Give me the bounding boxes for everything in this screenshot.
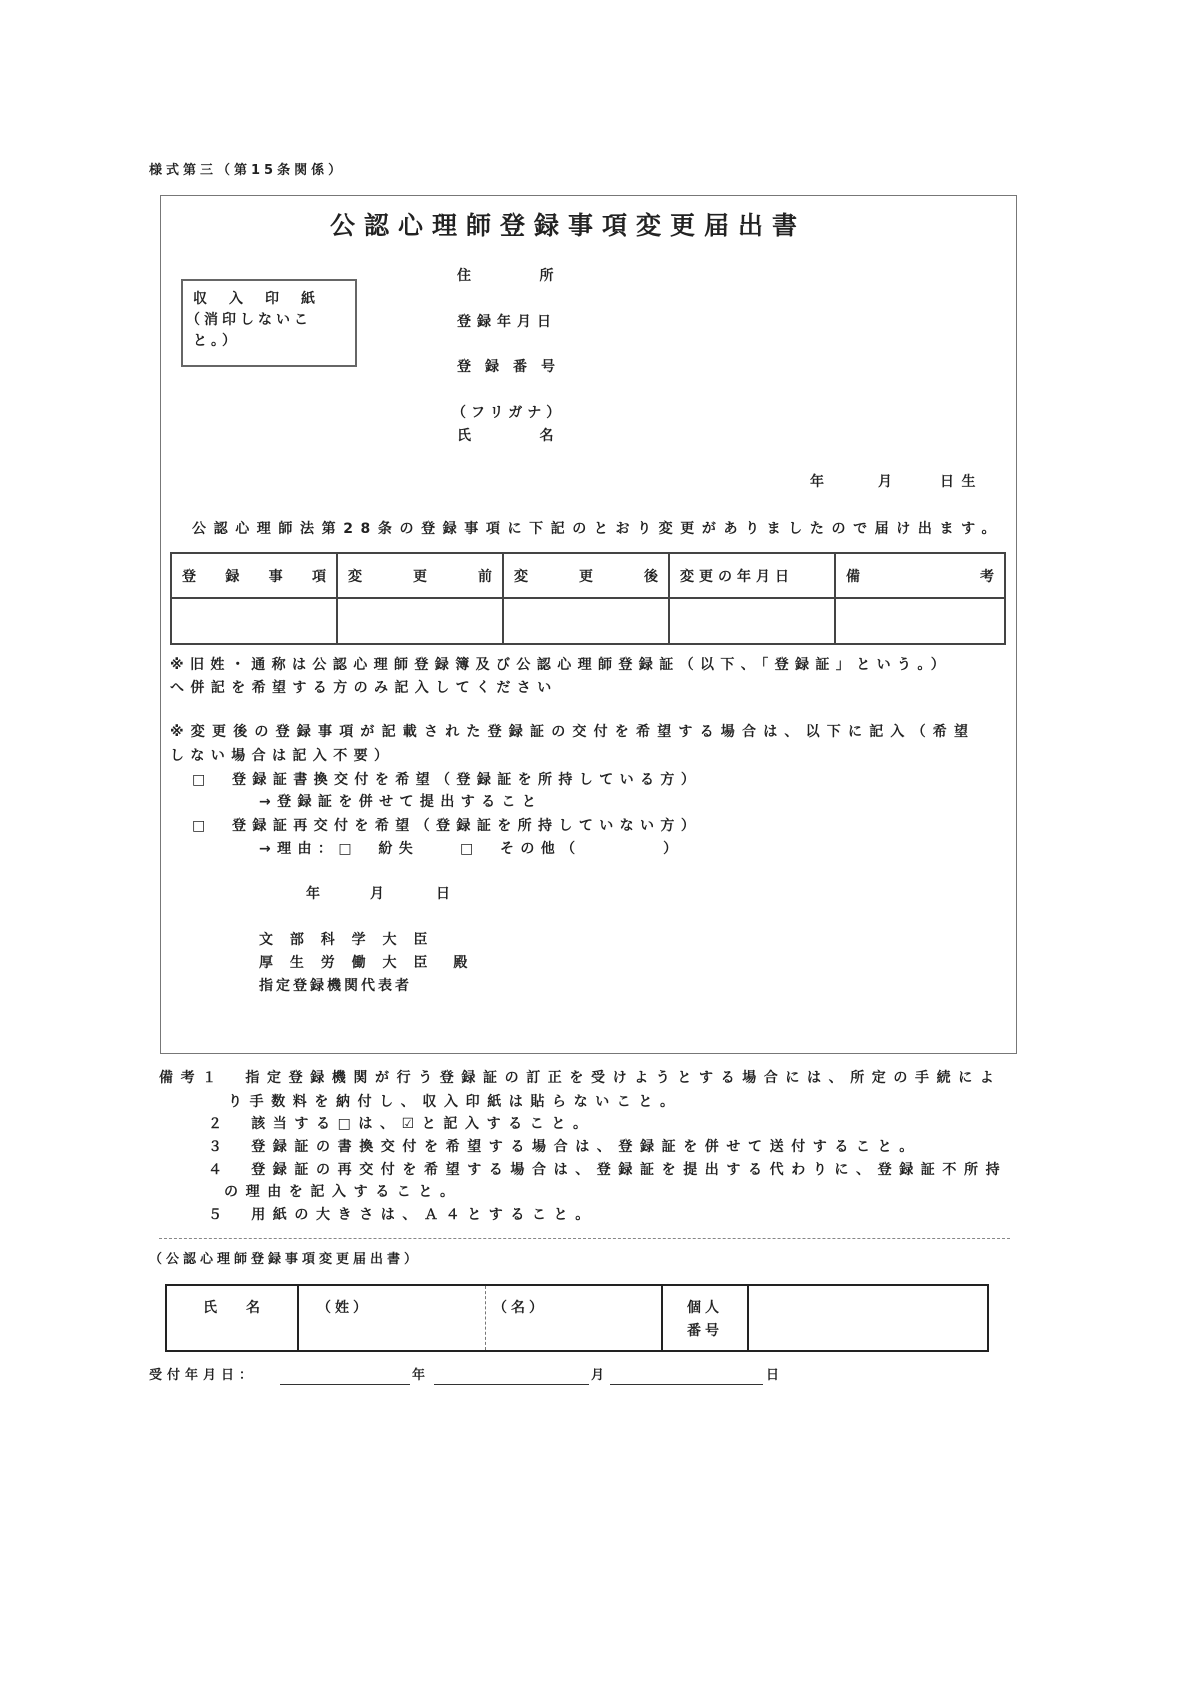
changes-table: 登 録 事 項 変 更 前 変 更 後 変更の年月日 備 考	[170, 552, 1006, 645]
receipt-month: 月	[591, 1368, 612, 1383]
remark-1b: り手数料を納付し、収入印紙は貼らないこと。	[228, 1094, 682, 1110]
stamp-line3: と。）	[193, 333, 240, 349]
stub-surname[interactable]: （姓）	[317, 1300, 371, 1316]
receipt-year-field[interactable]	[280, 1384, 410, 1385]
stub-personal-no-label: 個人	[687, 1300, 723, 1316]
furigana-label: （フリガナ）	[452, 405, 566, 421]
address-label: 住 所	[457, 268, 561, 284]
note1-line1: ※旧姓・通称は公認心理師登録簿及び公認心理師登録証（以下、「登録証」という。）	[170, 657, 952, 673]
date-year: 年	[306, 886, 328, 902]
stub-title: （公認心理師登録事項変更届出書）	[149, 1252, 422, 1267]
birth-month: 月	[878, 474, 900, 490]
remark-3: ３ 登録証の書換交付を希望する場合は、登録証を併せて送付すること。	[208, 1139, 921, 1155]
stamp-line2: （消印しないこ	[186, 312, 312, 328]
page-title: 公認心理師登録事項変更届出書	[330, 211, 807, 240]
remark-1a: 備考１ 指定登録機関が行う登録証の訂正を受けようとする場合には、所定の手続によ	[159, 1070, 1002, 1086]
note1-line2: へ併記を希望する方のみ記入してください	[170, 680, 558, 696]
stub-personal-no-label2: 番号	[687, 1323, 723, 1339]
option-rewrite-sub: →登録証を併せて提出すること	[259, 794, 543, 810]
addressee-mhlw: 厚 生 労 働 大 臣 殿	[259, 955, 474, 971]
addressee-mext: 文 部 科 学 大 臣	[259, 932, 434, 948]
option-reissue[interactable]: □ 登録証再交付を希望（登録証を所持していない方）	[192, 818, 702, 834]
option-reissue-sub[interactable]: →理由：□ 紛失 □ その他（ ）	[259, 841, 684, 857]
remark-5: ５ 用紙の大きさは、Ａ４とすること。	[208, 1207, 597, 1223]
stamp-line1: 収 入 印 紙	[193, 291, 319, 307]
stub-personal-no-field[interactable]	[749, 1286, 987, 1350]
remark-4b: の理由を記入すること。	[224, 1184, 462, 1200]
cut-line	[159, 1238, 1010, 1239]
receipt-year: 年	[412, 1368, 433, 1383]
table-row	[171, 598, 1005, 644]
cell-remarks[interactable]	[835, 598, 1005, 644]
cell-item[interactable]	[171, 598, 337, 644]
receipt-day-field[interactable]	[610, 1384, 763, 1385]
receipt-day: 日	[766, 1368, 787, 1383]
form-number: 様式第三（第15条関係）	[149, 163, 346, 178]
date-day: 日	[436, 886, 458, 902]
statement: 公認心理師法第28条の登録事項に下記のとおり変更がありましたので届け出ます。	[192, 521, 1004, 537]
birth-day: 日生	[940, 474, 983, 490]
addressee-registry: 指定登録機関代表者	[259, 978, 412, 994]
receipt-label: 受付年月日：	[149, 1368, 258, 1383]
reg-number-label: 登録番号	[457, 359, 569, 375]
cell-before[interactable]	[337, 598, 503, 644]
stub-name-label: 氏 名	[203, 1300, 268, 1316]
remark-2: ２ 該当する□は、☑と記入すること。	[208, 1116, 595, 1132]
date-month: 月	[370, 886, 392, 902]
cell-after[interactable]	[503, 598, 669, 644]
stub-table	[165, 1284, 989, 1352]
cell-date[interactable]	[669, 598, 835, 644]
birth-year: 年	[810, 474, 832, 490]
note2-line1: ※変更後の登録事項が記載された登録証の交付を希望する場合は、以下に記入（希望	[170, 724, 976, 740]
reg-date-label: 登録年月日	[457, 314, 557, 330]
remark-4a: ４ 登録証の再交付を希望する場合は、登録証を提出する代わりに、登録証不所持	[208, 1162, 1008, 1178]
name-label: 氏 名	[457, 428, 561, 444]
stub-given-name[interactable]: （名）	[493, 1300, 547, 1316]
receipt-month-field[interactable]	[434, 1384, 589, 1385]
note2-line2: しない場合は記入不要）	[170, 748, 395, 764]
option-rewrite[interactable]: □ 登録証書換交付を希望（登録証を所持している方）	[192, 772, 702, 788]
